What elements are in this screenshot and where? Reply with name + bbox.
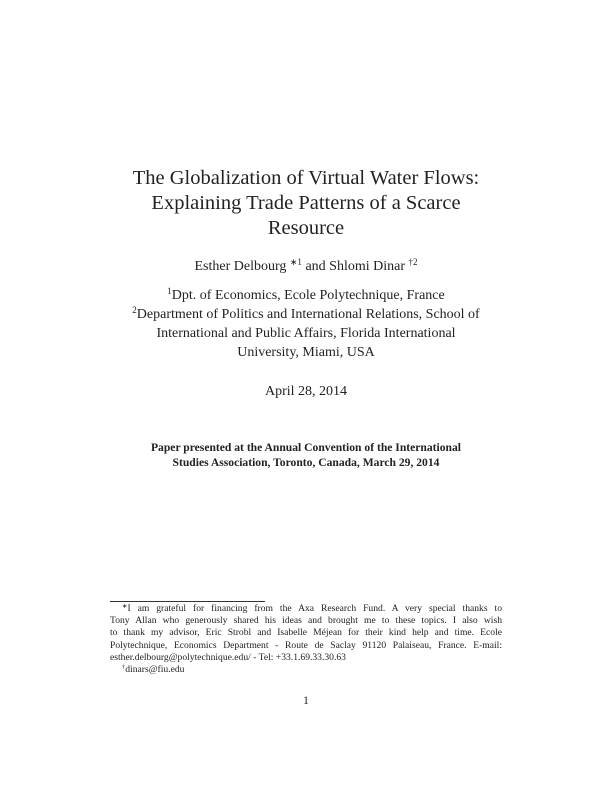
- affiliation-mark: 2: [132, 305, 137, 315]
- title-line: The Globalization of Virtual Water Flows:: [132, 167, 480, 189]
- author-name: Shlomi Dinar: [329, 259, 405, 274]
- affiliation-2-cont: International and Public Affairs, Florida International: [156, 326, 456, 341]
- paper-date: April 28, 2014: [264, 384, 348, 399]
- author-connector: and: [305, 259, 326, 274]
- footnote-1-line: to thank my advisor, Eric Strobl and Isabelle Méjean for their kind help and time. Ecole: [110, 627, 502, 639]
- affiliation-1: [0, 286, 612, 305]
- title-line: Resource: [267, 217, 345, 239]
- note-line: Paper presented at the Annual Convention of the International: [150, 441, 462, 454]
- footnote-1-line: ∗I am grateful for financing from the Axa Research Fund. A very special thanks to: [122, 603, 502, 614]
- footnote-1-line: esther.delbourg@polytechnique.edu/ - Tel: +33.1.69.33.30.63: [110, 651, 346, 663]
- affiliation-2-cont: University, Miami, USA: [237, 345, 375, 360]
- footnote-mark: ∗: [122, 603, 128, 610]
- footnote-1-line: Tony Allan who generously shared his ideas and brought me to these topics. I also wish: [110, 615, 502, 627]
- author-name: Esther Delbourg: [194, 259, 287, 274]
- title-line: Explaining Trade Patterns of a Scarce: [151, 192, 461, 214]
- affiliation-2: [0, 305, 612, 324]
- author-footnote-mark: ∗1: [289, 257, 302, 267]
- footnote-rule: [110, 601, 265, 602]
- affiliations: [0, 286, 612, 362]
- affiliation-text: Dpt. of Economics, Ecole Polytechnique, France: [171, 288, 445, 303]
- affiliation-text: Department of Politics and International Relations, School of: [136, 307, 480, 322]
- author-list: [0, 258, 612, 276]
- presentation-note: [0, 440, 612, 470]
- note-line: Studies Association, Toronto, Canada, March 29, 2014: [172, 456, 440, 469]
- footnotes: [110, 603, 502, 676]
- paper-title: [0, 166, 612, 241]
- footnote-1-line: Polytechnique, Economics Department - Route de Saclay 91120 Palaiseau, France. E-mail:: [110, 639, 502, 651]
- footnote-2: [110, 664, 502, 676]
- affiliation-mark: 1: [167, 286, 172, 296]
- author-footnote-mark: †2: [408, 257, 418, 267]
- page-number: 1: [303, 693, 309, 707]
- footnote-mark: †: [122, 664, 126, 672]
- footnote-email: dinars@fiu.edu: [125, 664, 185, 676]
